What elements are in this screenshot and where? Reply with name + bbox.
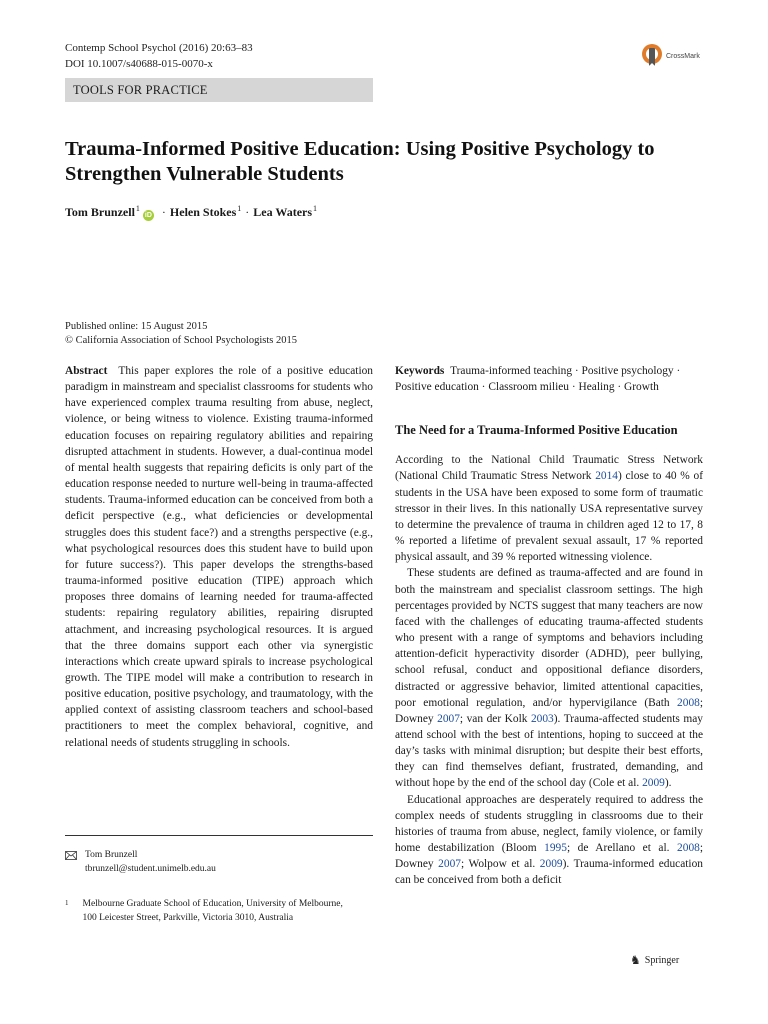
publisher-name: Springer [644, 955, 680, 966]
affiliation [65, 898, 343, 925]
author-separator: · [245, 205, 250, 219]
citation-link[interactable]: 2007 [437, 712, 460, 725]
section-tag: TOOLS FOR PRACTICE [65, 78, 373, 102]
abstract [65, 363, 373, 751]
keywords-text: Trauma-informed teaching · Positive psychology · Positive education · Classroom milieu · Healing · Growth [395, 365, 681, 394]
affiliation-line: Melbourne Graduate School of Education, University of Melbourne, [82, 899, 343, 909]
text-run: ). Trauma-informed education can be conceived from both a deficit [395, 858, 703, 887]
abstract-text: This paper explores the role of a positive education paradigm in mainstream and specialist classrooms for students who have experienced complex trauma resulting from abuse, neglect, violence, or being witness to violence. Existing trauma-informed education focuses on repairing regulatory abilities and repairing disrupted attachment in students. However, a dual-continua model of mental health suggests that repairing deficits is only part of the education response needed to nurture well-being in trauma-affected students. Trauma-informed education can be conceived from both a deficit perspective (e.g., what deficiencies or developmental struggles does this student face?) and a strengths perspective (e.g., what psychological resources does this student have to build upon for future success?). This paper develops the strengths-based trauma-informed positive education (TIPE) approach which proposes three domains of learning needed for trauma-affected students: repairing regulatory abilities, repairing disrupted attachment, and increasing psychological resources. It is argued that the three domains support each other via synergistic interactions which create upward spirals to increase psychological growth. The TIPE model will make a contribution to research in positive education, positive psychology, and traumatology, with the applied context of assisting classroom teachers and school-based practitioners to meet the complex behavioral, cognitive, and relational needs of students struggling in schools. [65, 365, 373, 749]
orcid-icon[interactable]: iD [144, 212, 152, 219]
copyright-line: © California Association of School Psychologists 2015 [65, 335, 297, 346]
crossmark-badge[interactable] [641, 43, 700, 69]
publication-info [65, 320, 297, 348]
affiliation-line: 100 Leicester Street, Parkville, Victoria 3010, Australia [82, 912, 294, 923]
author-name[interactable]: Lea Waters [253, 205, 313, 219]
citation-link[interactable]: 2003 [530, 712, 554, 725]
journal-meta [65, 40, 253, 72]
corresponding-author-name: Tom Brunzell [85, 850, 138, 860]
paragraph [395, 452, 703, 565]
author-separator: · [161, 205, 166, 219]
envelope-icon [65, 851, 77, 860]
text-run: ; Downey [395, 696, 703, 725]
text-run: ). Trauma-affected students may attend school with the best of intentions, hoping to succeed at the day’s tasks with minimal disruption; but despite their best efforts, they can find themselves defiant, frustrated, demanding, and without hope by the end of the school day (Cole et al. [395, 712, 703, 790]
author-affiliation-marker: 1 [135, 204, 140, 213]
citation-link[interactable]: 2014 [595, 470, 618, 483]
keywords-label: Keywords [395, 365, 445, 377]
author-affiliation-marker: 1 [313, 204, 318, 213]
text-run: These students are defined as trauma-affected and are found in both the mainstream and specialist classroom settings. The high percentages provided by NCTS suggest that many teachers are now faced with the challenges of educating trauma-affected students who present with a range of symptoms and behaviors including attention-deficit hyperactivity disorder (ADHD), peer bullying, school refusal, conduct and oppositional defiance disorders, distracted or aggressive behavior, limited attentional capacities, poor emotional regulation, and/or hypervigilance (Bath [395, 567, 703, 709]
text-run: ) close to 40 % of students in the USA have been exposed to some form of traumatic stressor in their lives. In this nationally USA representative survey to determine the prevalence of trauma in children aged 12 to 17, 8 % reported a lifetime of prevalent sexual assault, 17 % reported physical assault, and 39 % reported witnessing violence. [395, 470, 703, 564]
text-run: ; Downey [395, 842, 703, 871]
correspondence [65, 849, 216, 876]
abstract-label: Abstract [65, 365, 108, 377]
text-run: ; Wolpow et al. [460, 858, 540, 871]
text-run: ; van der Kolk [459, 712, 531, 725]
author-name[interactable]: Helen Stokes [169, 205, 237, 219]
publisher-logo [630, 953, 679, 968]
published-date: Published online: 15 August 2015 [65, 321, 208, 332]
text-run: ; de Arellano et al. [566, 842, 678, 855]
doi-link[interactable]: DOI 10.1007/s40688-015-0070-x [65, 58, 213, 70]
citation-link[interactable]: 2007 [438, 858, 461, 871]
citation-link[interactable]: 2008 [677, 696, 700, 709]
citation-link[interactable]: 2009 [642, 777, 665, 790]
text-run: ). [664, 777, 672, 790]
paragraph [395, 565, 703, 791]
text-run: According to the National Child Traumatic Stress Network (National Child Traumatic Stress Network [395, 454, 703, 483]
text-run: Educational approaches are desperately required to address the complex needs of students struggling in classrooms due to their histories of trauma from abuse, neglect, family violence, or family home destabilization (Bloom [395, 793, 703, 855]
springer-horse-icon: ♞ [630, 953, 641, 967]
keywords [395, 363, 703, 395]
crossmark-icon [641, 43, 663, 69]
paragraph [395, 792, 703, 889]
citation-link[interactable]: 1995 [544, 842, 567, 855]
crossmark-label: CrossMark [666, 52, 700, 60]
article-title: Trauma-Informed Positive Education: Using Positive Psychology to Strengthen Vulnerable Students [65, 138, 655, 185]
journal-citation: Contemp School Psychol (2016) 20:63–83 [65, 42, 253, 54]
corresponding-author-email[interactable]: tbrunzell@student.unimelb.edu.au [85, 863, 216, 874]
citation-link[interactable]: 2009 [539, 858, 563, 871]
author-list [65, 205, 317, 220]
section-heading: The Need for a Trauma-Informed Positive Education [395, 423, 678, 438]
right-column [395, 363, 703, 889]
affiliation-number: 1 [65, 899, 69, 907]
left-column [65, 363, 373, 751]
author-affiliation-marker: 1 [237, 204, 242, 213]
author-name[interactable]: Tom Brunzell [65, 205, 135, 219]
footnote-divider [65, 835, 373, 836]
citation-link[interactable]: 2008 [677, 842, 700, 855]
